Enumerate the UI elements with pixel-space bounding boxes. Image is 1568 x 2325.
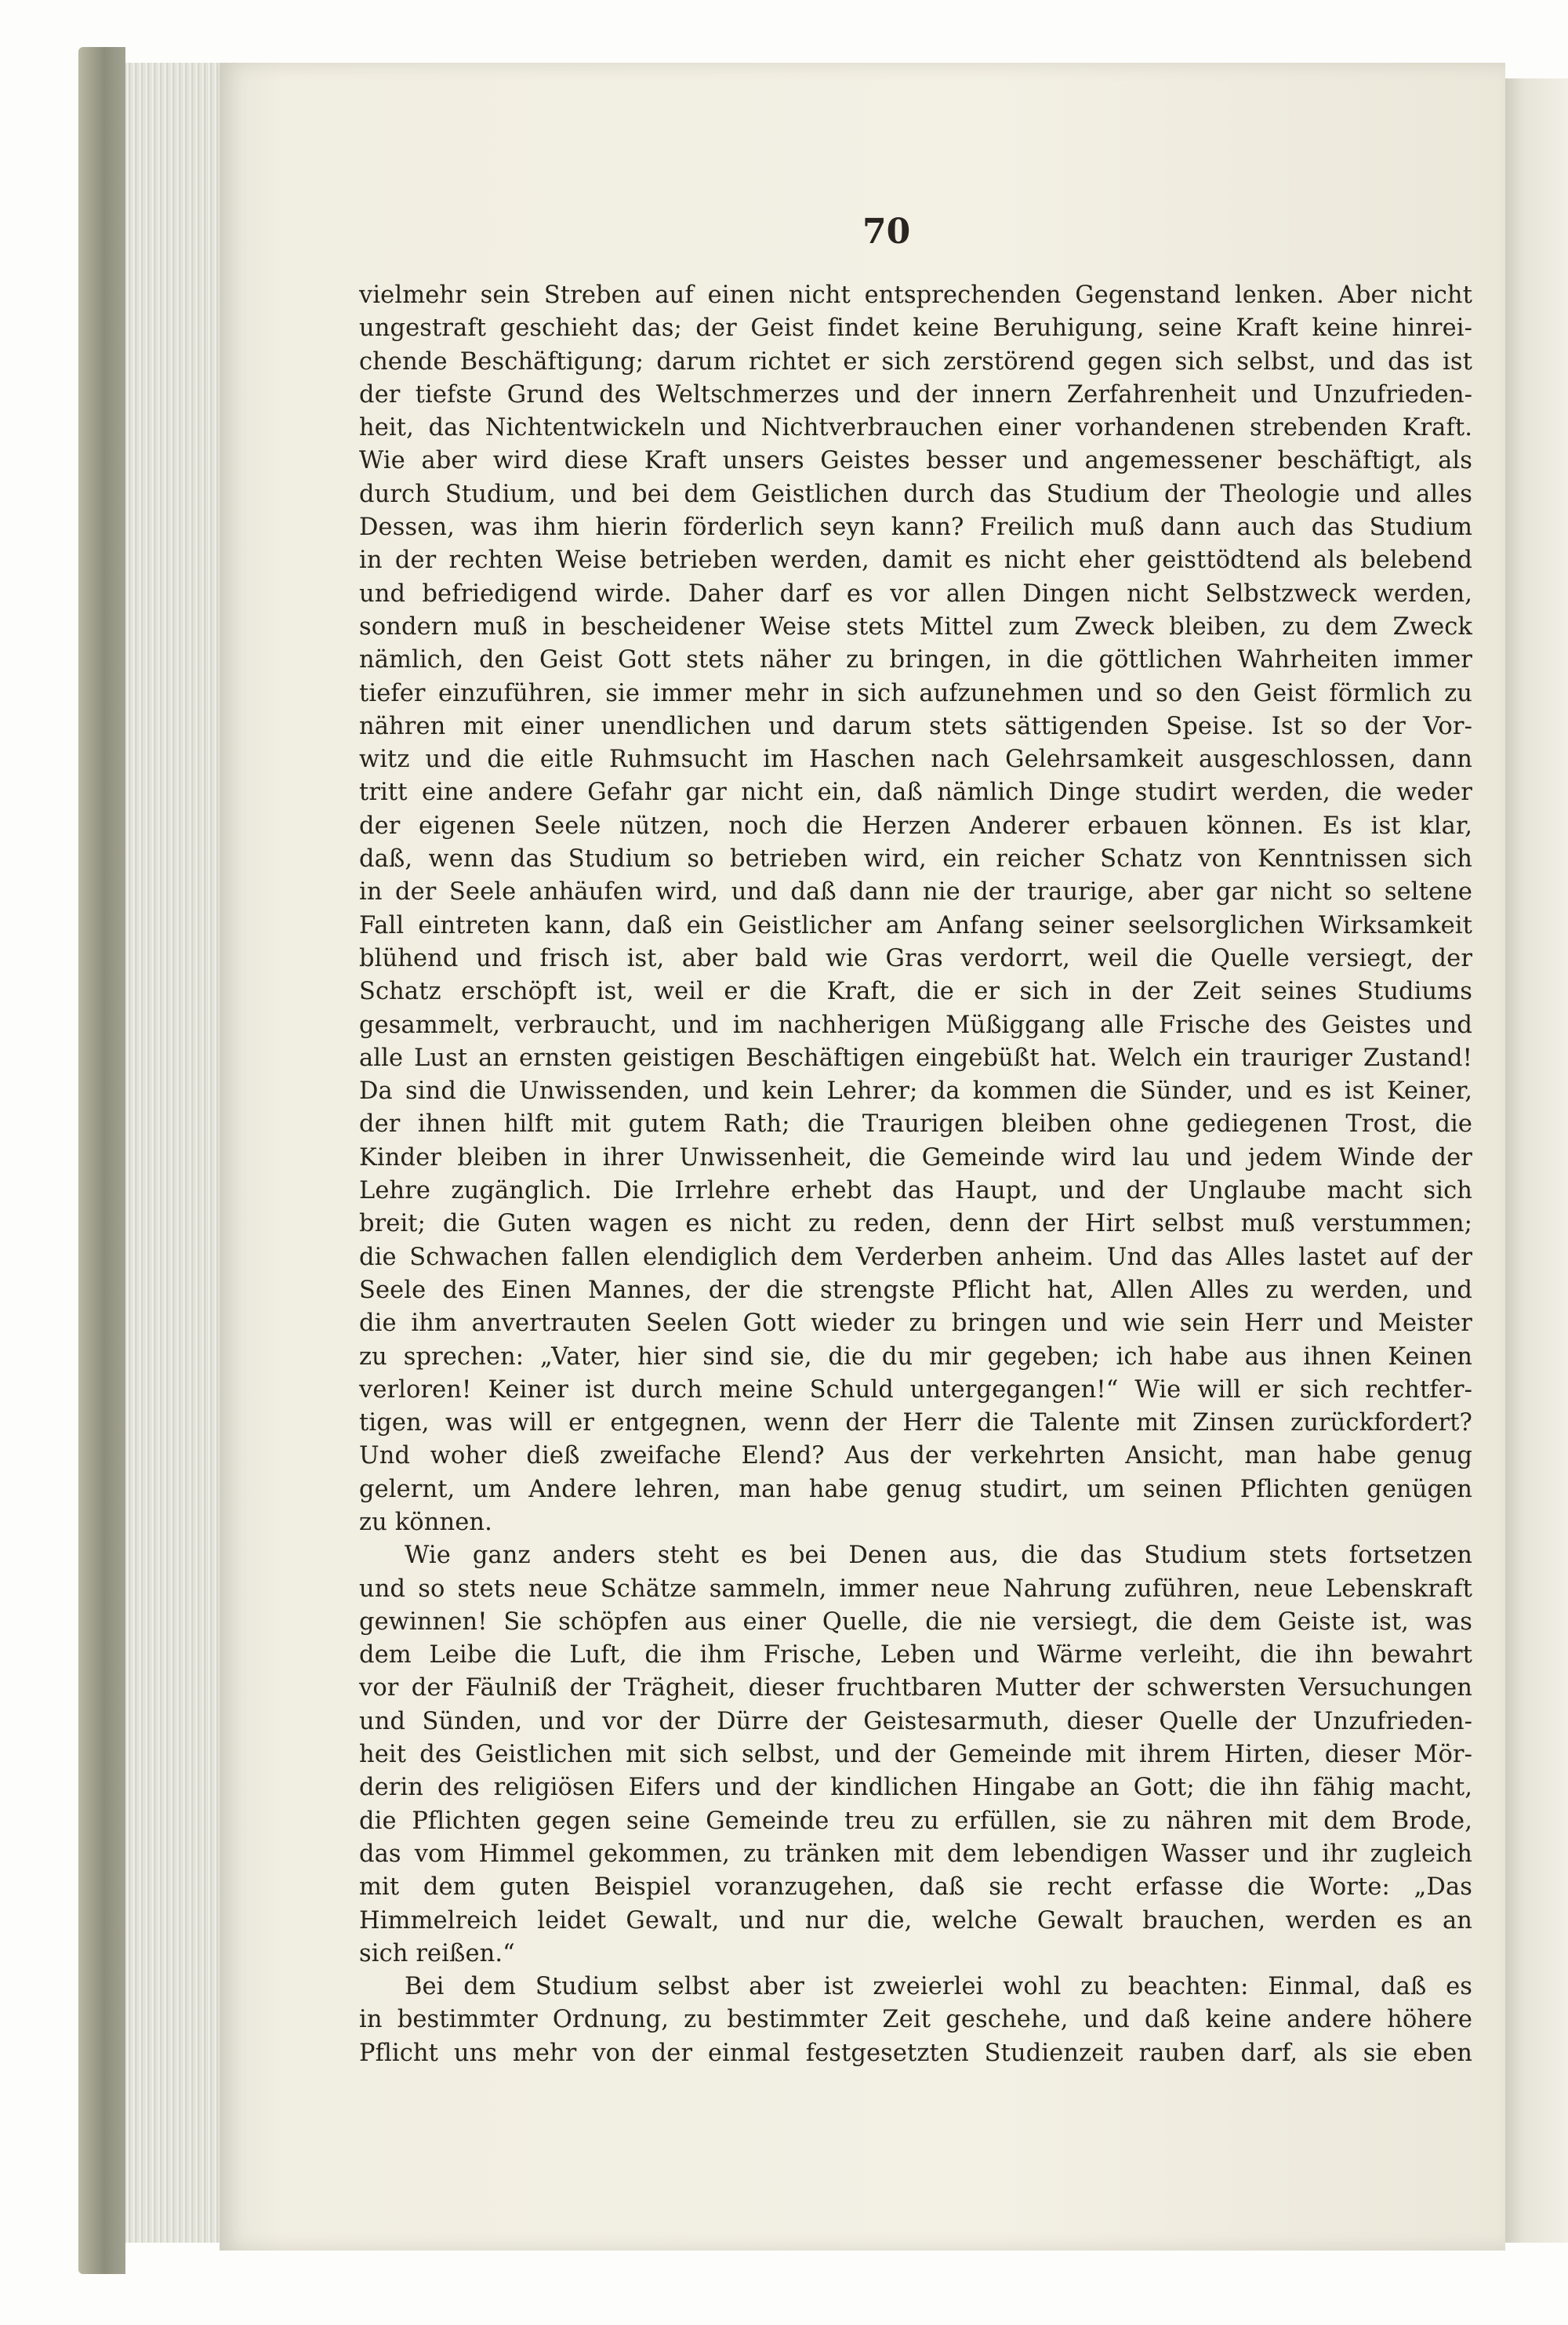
text-line: in der Seele anhäufen wird, und daß dann nie der traurige, aber gar nicht so seltene	[359, 878, 1472, 906]
text-line: nämlich, den Geist Gott stets näher zu bringen, in die göttlichen Wahrheiten immer	[359, 646, 1472, 674]
text-line: in der rechten Weise betrieben werden, damit es nicht eher geisttödtend als belebend	[359, 547, 1472, 575]
text-line: das vom Himmel gekommen, zu tränken mit dem lebendigen Wasser und ihr zugleich	[359, 1840, 1472, 1868]
text-line: Fall eintreten kann, daß ein Geistlicher am Anfang seiner seelsorglichen Wirksamkeit	[359, 911, 1472, 939]
text-line: tiefer einzuführen, sie immer mehr in sich aufzunehmen und so den Geist förmlich zu	[359, 679, 1472, 707]
book-cover-edge	[78, 47, 125, 2274]
text-line: und Sünden, und vor der Dürre der Geistesarmuth, dieser Quelle der Unzufrieden-	[359, 1707, 1472, 1735]
text-line: nähren mit einer unendlichen und darum stets sättigenden Speise. Ist so der Vor-	[359, 712, 1472, 740]
text-line: Bei dem Studium selbst aber ist zweierlei wohl zu beachten: Einmal, daß es	[405, 1973, 1472, 2001]
text-line: tigen, was will er entgegnen, wenn der Herr die Talente mit Zinsen zurückfordert?	[359, 1409, 1472, 1437]
text-line: dem Leibe die Luft, die ihm Frische, Leben und Wärme verleiht, die ihn bewahrt	[359, 1641, 1472, 1669]
text-line: Pflicht uns mehr von der einmal festgesetzten Studienzeit rauben darf, als sie eben	[359, 2039, 1472, 2067]
text-line: der ihnen hilft mit gutem Rath; die Traurigen bleiben ohne gediegenen Trost, die	[359, 1110, 1472, 1139]
text-line: heit, das Nichtentwickeln und Nichtverbrauchen einer vorhandenen strebenden Kraft.	[359, 414, 1472, 442]
text-line: zu können.	[359, 1508, 492, 1536]
page-number: 70	[862, 212, 911, 252]
text-line: vielmehr sein Streben auf einen nicht entsprechenden Gegenstand lenken. Aber nicht	[359, 282, 1472, 309]
page-stack-edges	[125, 63, 220, 2243]
text-line: Schatz erschöpft ist, weil er die Kraft, die er sich in der Zeit seines Studiums	[359, 978, 1472, 1006]
text-line: Wie aber wird diese Kraft unsers Geistes besser und angemessener beschäftigt, als	[359, 447, 1472, 475]
text-line: die Pflichten gegen seine Gemeinde treu zu erfüllen, sie zu nähren mit dem Brode,	[359, 1807, 1472, 1835]
text-line: heit des Geistlichen mit sich selbst, und der Gemeinde mit ihrem Hirten, dieser Mör-	[359, 1741, 1472, 1769]
text-line: Seele des Einen Mannes, der die strengste Pflicht hat, Allen Alles zu werden, und	[359, 1276, 1472, 1304]
text-line: Dessen, was ihm hierin förderlich seyn kann? Freilich muß dann auch das Studium	[359, 514, 1472, 542]
text-line: mit dem guten Beispiel voranzugehen, daß sie recht erfasse die Worte: „Das	[359, 1873, 1472, 1902]
body-text	[359, 279, 1472, 2070]
text-line: der eigenen Seele nützen, noch die Herzen Anderer erbauen können. Es ist klar,	[359, 812, 1472, 840]
text-line: ungestraft geschieht das; der Geist findet keine Beruhigung, seine Kraft keine hinrei-	[359, 314, 1472, 343]
text-line: Himmelreich leidet Gewalt, und nur die, welche Gewalt brauchen, werden es an	[359, 1906, 1472, 1934]
text-line: alle Lust an ernsten geistigen Beschäftigen eingebüßt hat. Welch ein trauriger Zustand!	[359, 1044, 1472, 1072]
text-line: verloren! Keiner ist durch meine Schuld untergegangen!“ Wie will er sich rechtfer-	[359, 1375, 1472, 1404]
text-line: Da sind die Unwissenden, und kein Lehrer; da kommen die Sünder, und es ist Keiner,	[359, 1077, 1472, 1106]
facing-page-edge	[1505, 78, 1568, 2243]
text-line: Lehre zugänglich. Die Irrlehre erhebt das Haupt, und der Unglaube macht sich	[359, 1177, 1472, 1205]
text-line: gewinnen! Sie schöpfen aus einer Quelle, die nie versiegt, die dem Geiste ist, was	[359, 1608, 1472, 1636]
text-line: sich reißen.“	[359, 1939, 515, 1967]
text-line: in bestimmter Ordnung, zu bestimmter Zeit geschehe, und daß keine andere höhere	[359, 2006, 1472, 2034]
text-line: Und woher dieß zweifache Elend? Aus der verkehrten Ansicht, man habe genug	[359, 1442, 1472, 1470]
text-line: zu sprechen: „Vater, hier sind sie, die du mir gegeben; ich habe aus ihnen Keinen	[359, 1342, 1472, 1371]
text-line: blühend und frisch ist, aber bald wie Gras verdorrt, weil die Quelle versiegt, der	[359, 944, 1472, 972]
text-line: durch Studium, und bei dem Geistlichen durch das Studium der Theologie und alles	[359, 480, 1472, 508]
text-line: die Schwachen fallen elendiglich dem Verderben anheim. Und das Alles lastet auf der	[359, 1243, 1472, 1271]
text-line: derin des religiösen Eifers und der kindlichen Hingabe an Gott; die ihn fähig macht,	[359, 1774, 1472, 1802]
text-line: breit; die Guten wagen es nicht zu reden, denn der Hirt selbst muß verstummen;	[359, 1210, 1472, 1238]
text-line: gesammelt, verbraucht, und im nachherigen Müßiggang alle Frische des Geistes und	[359, 1011, 1472, 1039]
text-line: vor der Fäulniß der Trägheit, dieser fruchtbaren Mutter der schwersten Versuchungen	[359, 1674, 1472, 1702]
text-line: daß, wenn das Studium so betrieben wird, ein reicher Schatz von Kenntnissen sich	[359, 845, 1472, 874]
text-line: tritt eine andere Gefahr gar nicht ein, daß nämlich Dinge studirt werden, die weder	[359, 779, 1472, 807]
text-line: Wie ganz anders steht es bei Denen aus, die das Studium stets fortsetzen	[405, 1542, 1472, 1570]
text-line: Kinder bleiben in ihrer Unwissenheit, die Gemeinde wird lau und jedem Winde der	[359, 1143, 1472, 1172]
text-line: der tiefste Grund des Weltschmerzes und der innern Zerfahrenheit und Unzufrieden-	[359, 380, 1472, 409]
text-line: chende Beschäftigung; darum richtet er sich zerstörend gegen sich selbst, und das ist	[359, 347, 1472, 376]
text-line: und so stets neue Schätze sammeln, immer neue Nahrung zuführen, neue Lebenskraft	[359, 1575, 1472, 1603]
text-line: die ihm anvertrauten Seelen Gott wieder zu bringen und wie sein Herr und Meister	[359, 1310, 1472, 1338]
text-line: gelernt, um Andere lehren, man habe genug studirt, um seinen Pflichten genügen	[359, 1475, 1472, 1503]
text-line: und befriedigend wirde. Daher darf es vor allen Dingen nicht Selbstzweck werden,	[359, 579, 1472, 608]
text-line: witz und die eitle Ruhmsucht im Haschen nach Gelehrsamkeit ausgeschlossen, dann	[359, 746, 1472, 774]
text-line: sondern muß in bescheidener Weise stets Mittel zum Zweck bleiben, zu dem Zweck	[359, 612, 1472, 641]
